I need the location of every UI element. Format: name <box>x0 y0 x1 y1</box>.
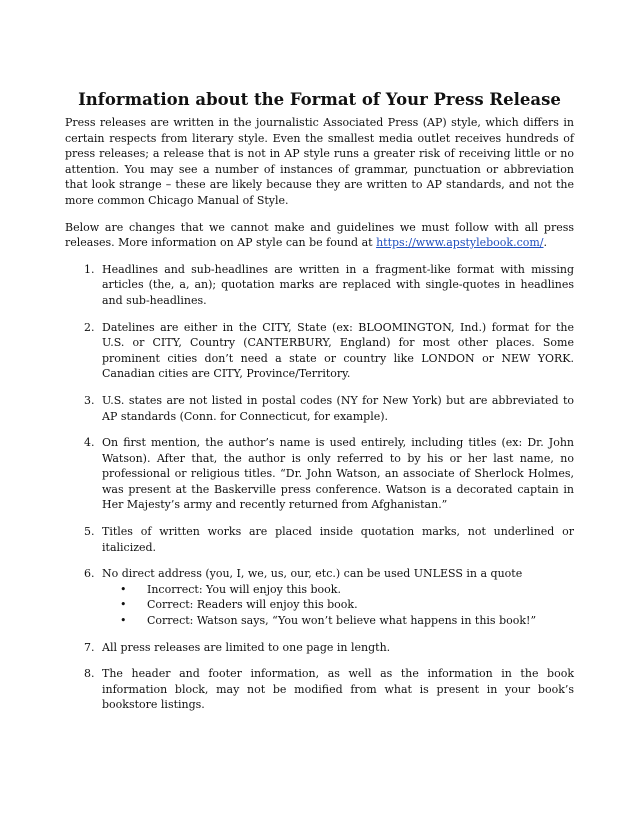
apstylebook-link[interactable]: https://www.apstylebook.com/ <box>376 236 544 250</box>
rule-text: No direct address (you, I, we, us, our, etc.) can be used UNLESS in a quote <box>102 567 523 581</box>
intro-paragraph: Press releases are written in the journalistic Associated Press (AP) style, which differs in certain respects from literary style. Even the smallest media outlet receives hundreds of press releases; a release that is not in AP style runs a greater risk of receiving little or no attention. You may see a number of instances of grammar, punctuation or abbreviation that look strange – these are likely because they are written to AP standards, and not the more common Chicago Manual of Style. <box>65 116 574 207</box>
rule-text: Datelines are either in the CITY, State (ex: BLOOMINGTON, Ind.) format for the U.S. or CITY, Country (CANTERBURY, England) for most other places. Some prominent cities don’t need a state or country like LONDON or NEW YORK. Canadian cities are CITY, Province/Territory. <box>102 320 574 381</box>
example-item <box>102 613 574 629</box>
rule-text: The header and footer information, as well as the information in the book information block, may not be modified from what is present in your book’s bookstore listings. <box>102 667 574 712</box>
rule-item-4 <box>65 435 574 513</box>
rule-item-8 <box>65 666 574 713</box>
guidelines-text-suffix: . <box>543 236 548 250</box>
rule-item-3 <box>65 393 574 424</box>
bullet-icon: • <box>120 614 127 628</box>
example-text: Correct: Readers will enjoy this book. <box>147 598 358 612</box>
rule-text: U.S. states are not listed in postal codes (NY for New York) but are abbreviated to AP standards (Conn. for Connecticut, for example). <box>102 393 574 423</box>
rule-item-7 <box>65 640 574 656</box>
example-text: Correct: Watson says, “You won’t believe what happens in this book!” <box>147 614 537 628</box>
guidelines-text-prefix: Below are changes that we cannot make and guidelines we must follow with all press releases. More information on AP style can be found at <box>65 220 574 250</box>
rule-text: On first mention, the author’s name is used entirely, including titles (ex: Dr. John Watson). After that, the author is only referred to by his or her last name, no professional or religious titles. “Dr. John Watson, an associate of Sherlock Holmes, was present at the Baskerville press conference. Watson is a decorated captain in Her Majesty’s army and recently returned from Afghanistan.” <box>102 436 574 512</box>
rule-number: 4. <box>84 436 95 450</box>
rule-number: 8. <box>84 667 95 681</box>
rule-number: 6. <box>84 567 95 581</box>
rules-list <box>65 262 574 713</box>
rule-number: 3. <box>84 393 95 407</box>
rule-number: 2. <box>84 320 95 334</box>
example-item <box>102 582 574 598</box>
rule-item-2 <box>65 320 574 382</box>
bullet-icon: • <box>120 582 127 596</box>
example-item <box>102 597 574 613</box>
rule-text: Headlines and sub-headlines are written in a fragment-like format with missing articles (the, a, an); quotation marks are replaced with single-quotes in headlines and sub-headlines. <box>102 262 574 307</box>
page-title: Information about the Format of Your Press Release <box>78 90 561 109</box>
rule-text: All press releases are limited to one page in length. <box>102 640 391 654</box>
rule-6-examples <box>102 582 574 629</box>
rule-item-5 <box>65 524 574 555</box>
guidelines-paragraph <box>65 220 574 251</box>
rule-number: 5. <box>84 525 95 539</box>
rule-number: 1. <box>84 262 95 276</box>
example-text: Incorrect: You will enjoy this book. <box>147 582 341 596</box>
bullet-icon: • <box>120 598 127 612</box>
rule-item-6 <box>65 566 574 628</box>
rule-number: 7. <box>84 640 95 654</box>
rule-text: Titles of written works are placed inside quotation marks, not underlined or italicized. <box>102 525 574 554</box>
rule-item-1 <box>65 262 574 309</box>
